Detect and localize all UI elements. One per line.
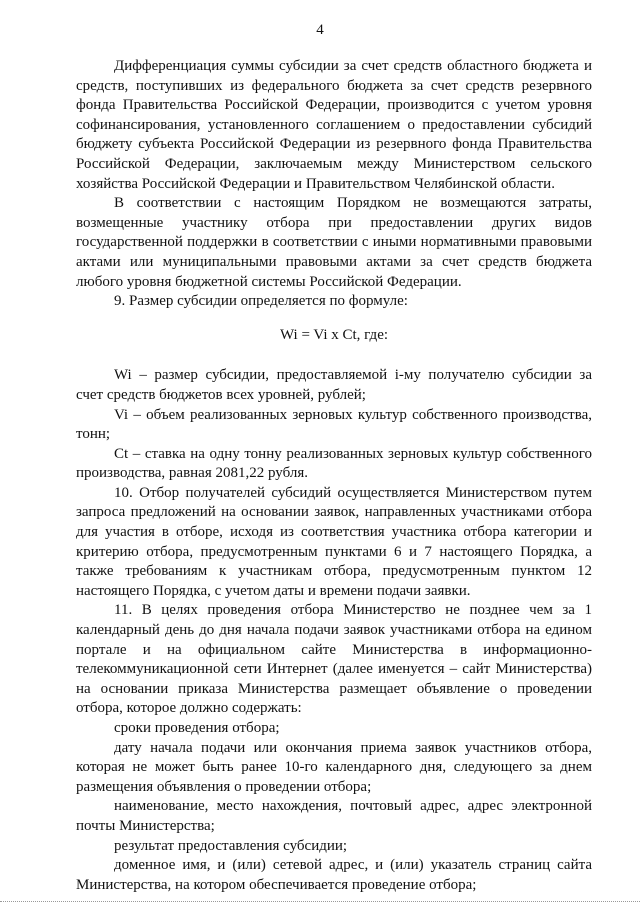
definition-vi: Vi – объем реализованных зерновых культур собственного производства, тонн; (76, 406, 592, 443)
paragraph-item-10: 10. Отбор получателей субсидий осуществляется Министерством путем запроса предложений на основании заявок, направленных участниками отбора для участия в отборе, исходя из соответствия участника отбора категории и критерию отбора, предусмотренным пунктами 6 и 7 настоящего Порядка, а также требованиям к участникам отбора, предусмотренным пунктом 12 настоящего Порядка, с учетом даты и времени подачи заявки. (76, 484, 592, 599)
document-body (76, 57, 592, 895)
list-item-selection-dates: сроки проведения отбора; (114, 720, 280, 736)
formula: Wi = Vi x Ct, где: (279, 326, 389, 343)
page-number: 4 (316, 22, 324, 38)
list-item-application-dates: дату начала подачи или окончания приема заявок участников отбора, которая не может быть ранее 10-го календарного дня, следующего за днем размещения объявления о проведении отбора; (76, 739, 592, 795)
paragraph-non-reimbursable-costs: В соответствии с настоящим Порядком не возмещаются затраты, возмещенные участнику отбора при предоставлении других видов государственной поддержки в соответствии с иными нормативными правовыми актами или муниципальными правовыми актами за счет средств бюджета любого уровня бюджетной системы Российской Федерации. (76, 195, 592, 290)
scan-edge-divider (0, 900, 640, 902)
paragraph-item-9: 9. Размер субсидии определяется по формуле: (114, 293, 408, 310)
paragraph-subsidy-differentiation: Дифференциация суммы субсидии за счет средств областного бюджета и средств, поступивших из федерального бюджета за счет средств резервного фонда Правительства Российской Федерации, производится с учетом уровня софинансирования, установленного соглашением о предоставлении субсидий бюджету субъекта Российской Федерации из резервного фонда Правительства Российской Федерации, заключаемым между Министерством сельского хозяйства Российской Федерации и Правительством Челябинской области. (76, 58, 592, 192)
definition-wi: Wi – размер субсидии, предоставляемой i-му получателю субсидии за счет средств бюджетов всех уровней, рублей; (76, 367, 592, 403)
list-item-subsidy-result: результат предоставления субсидии; (114, 837, 348, 854)
list-item-domain-name: доменное имя, и (или) сетевой адрес, и (или) указатель страниц сайта Министерства, на котором обеспечивается проведение отбора; (76, 857, 592, 893)
list-item-ministry-contacts: наименование, место нахождения, почтовый адрес, адрес электронной почты Министерства; (76, 798, 592, 834)
definition-ct: Ct – ставка на одну тонну реализованных зерновых культур собственного производства, равная 2081,22 рубля. (76, 445, 592, 482)
paragraph-item-11: 11. В целях проведения отбора Министерство не позднее чем за 1 календарный день до дня начала подачи заявок участниками отбора на едином портале и на официальном сайте Министерства в информационно-телекоммуникационной сети Интернет (далее именуется – сайт Министерства) на основании приказа Министерства размещает объявление о проведении отбора, которое должно содержать: (76, 602, 592, 717)
